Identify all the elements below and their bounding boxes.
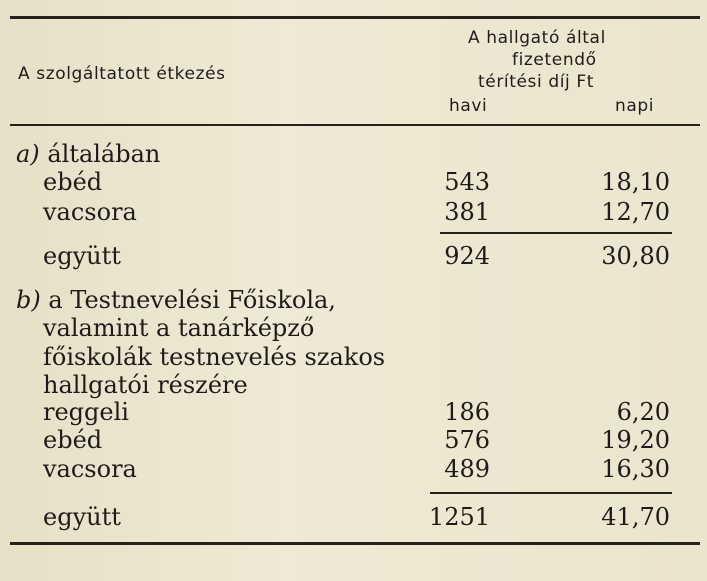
row-b2-monthly: 576 [444, 426, 490, 454]
fee-header-line-2: fizetendő [512, 50, 597, 70]
service-column-header: A szolgáltatott étkezés [18, 64, 226, 84]
section-b-title-line-2: valamint a tanárképző [43, 314, 315, 342]
total-b-monthly: 1251 [428, 503, 490, 531]
row-a2-label: vacsora [43, 198, 137, 226]
row-b1-label: reggeli [43, 398, 129, 426]
section-a-title-text: általában [47, 140, 161, 168]
top-rule [10, 16, 700, 19]
section-a-title [16, 140, 160, 168]
row-a1-daily: 18,10 [601, 168, 670, 196]
row-b1-daily: 6,20 [616, 398, 670, 426]
row-b2-label: ebéd [43, 426, 103, 454]
total-a-daily: 30,80 [601, 242, 670, 270]
section-b-title-line-3: főiskolák testnevelés szakos [43, 343, 386, 371]
header-rule [10, 124, 700, 126]
total-b-daily: 41,70 [601, 503, 670, 531]
total-b-label: együtt [43, 503, 121, 531]
total-a-label: együtt [43, 242, 121, 270]
section-b-title-line-1: a Testnevelési Főiskola, [48, 286, 336, 314]
section-b-title [16, 286, 336, 314]
row-b3-monthly: 489 [444, 455, 490, 483]
row-b3-label: vacsora [43, 455, 137, 483]
row-a2-daily: 12,70 [601, 198, 670, 226]
row-b2-daily: 19,20 [601, 426, 670, 454]
section-b-marker: b) [16, 286, 41, 314]
monthly-column-header: havi [449, 96, 488, 116]
row-a2-monthly: 381 [444, 198, 490, 226]
section-a-marker: a) [16, 140, 40, 168]
fee-header-line-1: A hallgató által [468, 28, 606, 48]
fee-header-line-3: térítési díj Ft [478, 72, 595, 92]
row-b1-monthly: 186 [444, 398, 490, 426]
row-b3-daily: 16,30 [601, 455, 670, 483]
bottom-rule [10, 542, 700, 545]
section-b-title-line-4: hallgatói részére [43, 371, 248, 399]
daily-column-header: napi [615, 96, 655, 116]
row-a1-label: ebéd [43, 168, 103, 196]
total-a-monthly: 924 [444, 242, 490, 270]
subtotal-rule-b [430, 492, 672, 494]
row-a1-monthly: 543 [444, 168, 490, 196]
subtotal-rule-a [440, 232, 672, 234]
